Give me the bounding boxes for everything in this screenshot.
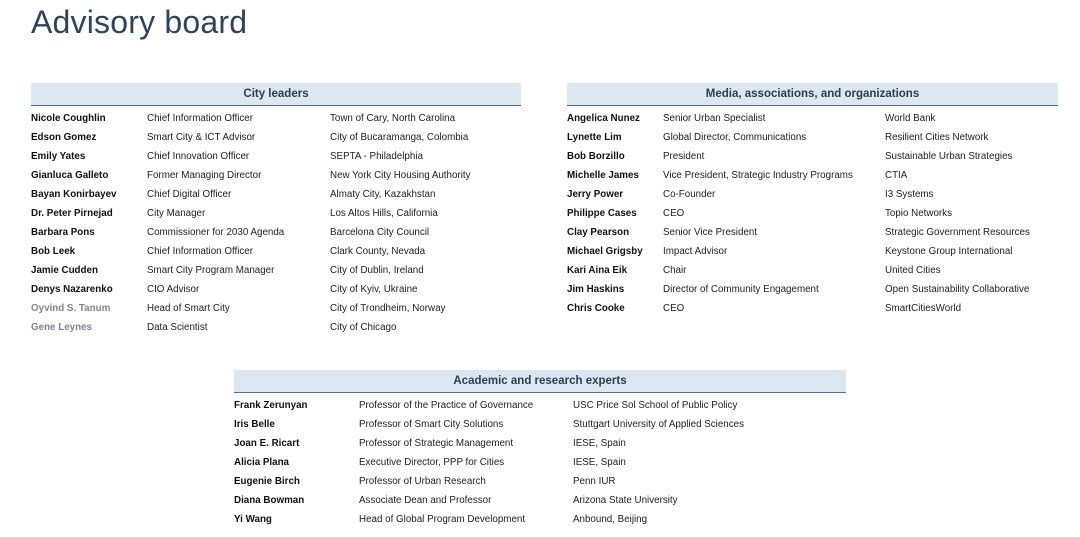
member-name: Jerry Power [567,189,624,200]
member-organization: Almaty City, Kazakhstan [330,189,436,200]
member-organization: Barcelona City Council [330,227,430,238]
table-row [567,109,1058,128]
table-row [234,510,846,529]
member-organization: Town of Cary, North Carolina [330,113,456,124]
table-row [31,204,521,223]
member-title: Head of Global Program Development [359,514,526,525]
member-organization: Strategic Government Resources [885,227,1030,238]
member-organization: I3 Systems [885,189,934,200]
member-title: Senior Vice President [663,227,758,238]
member-name: Barbara Pons [31,227,95,238]
member-title: CEO [663,303,685,314]
member-name: Frank Zerunyan [234,400,308,411]
member-organization: IESE, Spain [573,457,626,468]
table-row [31,166,521,185]
member-organization: Keystone Group International [885,246,1013,257]
page-title: Advisory board [31,4,248,40]
member-organization: SmartCitiesWorld [885,303,962,314]
member-organization: Arizona State University [573,495,678,506]
member-title: Data Scientist [147,322,208,333]
table-row [234,472,846,491]
member-title: Chief Information Officer [147,113,253,124]
table-row [31,109,521,128]
member-name: Gianluca Galleto [31,170,109,181]
table-row [234,453,846,472]
member-organization: Anbound, Beijing [573,514,648,525]
member-organization: Los Altos Hills, California [330,208,438,219]
member-name: Dr. Peter Pirnejad [31,208,113,219]
member-name: Bob Leek [31,246,76,257]
table-row [567,261,1058,280]
member-name: Jamie Cudden [31,265,98,276]
member-title: Impact Advisor [663,246,728,257]
member-organization: CTIA [885,170,908,181]
city-leaders-rows [31,109,521,337]
table-row [31,280,521,299]
member-title: Associate Dean and Professor [359,495,492,506]
member-name: Michelle James [567,170,639,181]
table-row [31,128,521,147]
city-leaders-header: City leaders [31,83,521,106]
member-name: Kari Aina Eik [567,265,628,276]
member-organization: City of Chicago [330,322,397,333]
member-name: Yi Wang [234,514,272,525]
member-name: Eugenie Birch [234,476,300,487]
member-organization: USC Price Sol School of Public Policy [573,400,738,411]
member-name: Joan E. Ricart [234,438,300,449]
table-row [234,415,846,434]
member-name: Michael Grigsby [567,246,643,257]
media-orgs-rows [567,109,1058,318]
table-row [31,318,521,337]
member-title: President [663,151,705,162]
academic-experts-table [234,370,846,529]
member-title: Smart City Program Manager [147,265,275,276]
member-name: Nicole Coughlin [31,113,106,124]
academic-experts-header: Academic and research experts [234,370,846,393]
member-title: Professor of Urban Research [359,476,486,487]
member-title: Director of Community Engagement [663,284,819,295]
table-row [31,242,521,261]
member-organization: IESE, Spain [573,438,626,449]
member-title: Professor of the Practice of Governance [359,400,534,411]
member-name: Philippe Cases [567,208,637,219]
table-row [567,204,1058,223]
member-organization: Penn IUR [573,476,616,487]
member-name: Angelica Nunez [567,113,640,124]
academic-experts-rows [234,396,846,529]
member-title: Chief Information Officer [147,246,253,257]
member-name: Clay Pearson [567,227,630,238]
member-name: Edson Gomez [31,132,97,143]
table-row [567,280,1058,299]
member-organization: City of Dublin, Ireland [330,265,424,276]
member-title: Co-Founder [663,189,716,200]
member-title: Former Managing Director [147,170,262,181]
member-organization: City of Trondheim, Norway [330,303,446,314]
table-row [234,396,846,415]
table-row [234,491,846,510]
table-row [31,147,521,166]
member-title: Chief Digital Officer [147,189,232,200]
table-row [567,185,1058,204]
member-title: CEO [663,208,685,219]
member-name: Emily Yates [31,151,86,162]
member-name: Denys Nazarenko [31,284,113,295]
member-name: Gene Leynes [31,322,92,333]
table-row [567,223,1058,242]
table-row [31,223,521,242]
table-row [567,128,1058,147]
member-organization: Topio Networks [885,208,952,219]
table-row [31,261,521,280]
member-organization: City of Bucaramanga, Colombia [330,132,469,143]
table-row [234,434,846,453]
table-row [567,166,1058,185]
member-title: Executive Director, PPP for Cities [359,457,505,468]
member-organization: City of Kyiv, Ukraine [330,284,418,295]
member-title: Head of Smart City [147,303,230,314]
member-name: Oyvind S. Tanum [31,303,111,314]
member-organization: World Bank [885,113,936,124]
member-title: Commissioner for 2030 Agenda [147,227,285,238]
member-title: Smart City & ICT Advisor [147,132,256,143]
table-row [567,147,1058,166]
member-name: Bayan Konirbayev [31,189,117,200]
member-name: Alicia Plana [234,457,289,468]
member-title: Vice President, Strategic Industry Programs [663,170,853,181]
table-row [567,242,1058,261]
member-name: Diana Bowman [234,495,305,506]
media-orgs-table [567,83,1058,318]
member-organization: Open Sustainability Collaborative [885,284,1030,295]
member-title: Chair [663,265,687,276]
member-organization: Stuttgart University of Applied Sciences [573,419,744,430]
member-organization: Resilient Cities Network [885,132,989,143]
member-organization: Clark County, Nevada [330,246,426,257]
member-title: Global Director, Communications [663,132,807,143]
member-organization: New York City Housing Authority [330,170,471,181]
member-name: Chris Cooke [567,303,625,314]
member-name: Lynette Lim [567,132,622,143]
member-name: Iris Belle [234,419,275,430]
member-title: City Manager [147,208,206,219]
media-orgs-header: Media, associations, and organizations [567,83,1058,106]
city-leaders-table [31,83,521,337]
member-title: Professor of Strategic Management [359,438,514,449]
member-title: CIO Advisor [147,284,200,295]
member-organization: Sustainable Urban Strategies [885,151,1013,162]
table-row [31,185,521,204]
member-organization: SEPTA - Philadelphia [330,151,423,162]
member-name: Bob Borzillo [567,151,625,162]
table-row [567,299,1058,318]
member-organization: United Cities [885,265,941,276]
member-title: Senior Urban Specialist [663,113,766,124]
member-name: Jim Haskins [567,284,625,295]
member-title: Chief Innovation Officer [147,151,250,162]
member-title: Professor of Smart City Solutions [359,419,504,430]
table-row [31,299,521,318]
